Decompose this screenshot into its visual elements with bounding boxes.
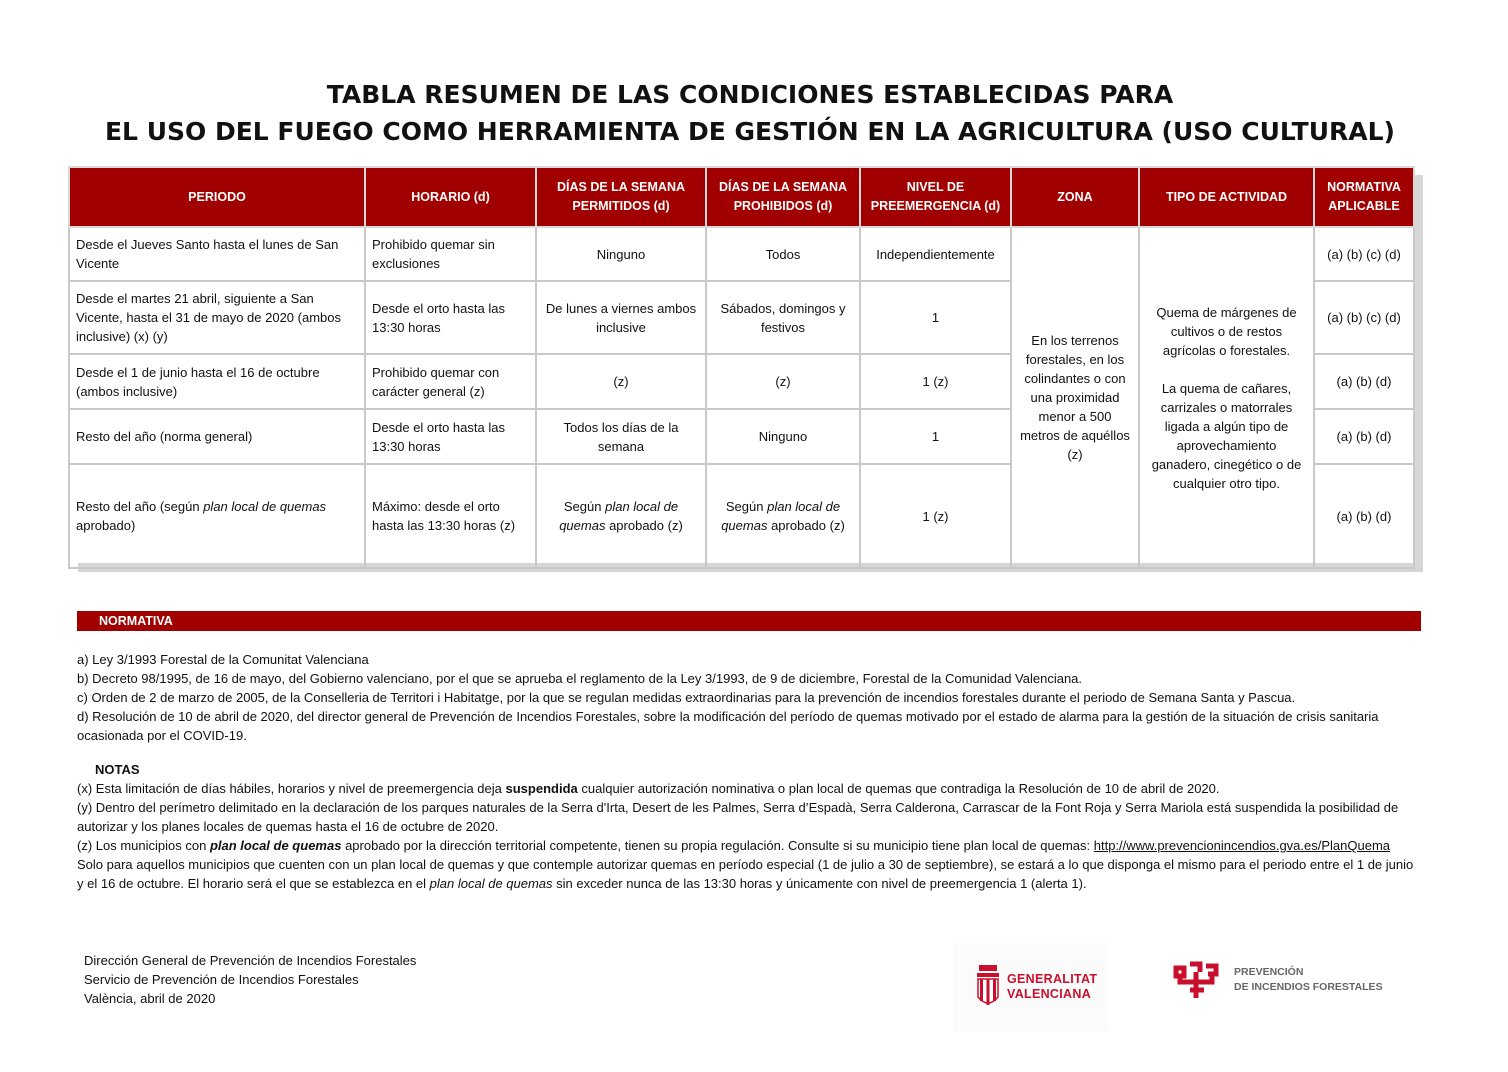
header-dias-permitidos: DÍAS DE LA SEMANA PERMITIDOS (d)	[536, 167, 706, 227]
tree-icon	[1170, 960, 1224, 1000]
footer-line-2: Servicio de Prevención de Incendios Forestales	[84, 972, 359, 987]
notas-list	[77, 779, 1422, 893]
cell-permitidos: Según plan local de quemas aprobado (z)	[536, 464, 706, 568]
gv-line-1: GENERALITAT	[1007, 972, 1098, 986]
cell-periodo: Desde el Jueves Santo hasta el lunes de San Vicente	[69, 227, 365, 281]
header-nivel: NIVEL DE PREEMERGENCIA (d)	[860, 167, 1011, 227]
shield-icon	[975, 963, 1001, 1011]
page-title	[0, 76, 1500, 150]
cell-horario: Prohibido quemar con carácter general (z)	[365, 354, 536, 409]
title-line-2: EL USO DEL FUEGO COMO HERRAMIENTA DE GESTIÓN EN LA AGRICULTURA (USO CULTURAL)	[104, 117, 1395, 146]
cell-periodo: Resto del año (según plan local de quemas aprobado)	[69, 464, 365, 568]
summary-table-container	[68, 166, 1413, 563]
pif-line-1: PREVENCIÓN	[1234, 966, 1304, 978]
header-horario: HORARIO (d)	[365, 167, 536, 227]
header-normativa: NORMATIVA APLICABLE	[1314, 167, 1414, 227]
cell-horario: Máximo: desde el orto hasta las 13:30 horas (z)	[365, 464, 536, 568]
header-zona: ZONA	[1011, 167, 1139, 227]
footer-line-1: Dirección General de Prevención de Incendios Forestales	[84, 953, 417, 968]
normativa-item-a: a) Ley 3/1993 Forestal de la Comunitat Valenciana	[77, 652, 369, 667]
cell-horario: Prohibido quemar sin exclusiones	[365, 227, 536, 281]
cell-normativa: (a) (b) (c) (d)	[1314, 281, 1414, 354]
nota-solo: Solo para aquellos municipios que cuenten con un plan local de quemas y que contemple autorizar quemas en período especial (1 de julio a 30 de septiembre), se estará a lo que disponga el mismo para el periodo entre el 1 de junio y el 16 de octubre. El horario será el que se establezca en el plan local de quemas sin exceder nunca de las 13:30 horas y únicamente con nivel de preemergencia 1 (alerta 1).	[77, 857, 1414, 891]
normativa-item-d: d) Resolución de 10 de abril de 2020, del director general de Prevención de Incendios Forestales, sobre la modificación del período de quemas motivado por el estado de alarma para la gestión de la situación de crisis sanitaria ocasionada por el COVID-19.	[77, 709, 1379, 743]
cell-prohibidos: Ninguno	[706, 409, 860, 464]
prevencion-incendios-logo	[1170, 960, 1383, 1000]
header-tipo: TIPO DE ACTIVIDAD	[1139, 167, 1314, 227]
table-header-row	[69, 167, 1414, 227]
cell-prohibidos: Según plan local de quemas aprobado (z)	[706, 464, 860, 568]
cell-nivel: 1 (z)	[860, 354, 1011, 409]
normativa-heading-bar: NORMATIVA	[77, 611, 1421, 631]
cell-periodo: Desde el 1 de junio hasta el 16 de octubre (ambos inclusive)	[69, 354, 365, 409]
cell-tipo-actividad: Quema de márgenes de cultivos o de restos agrícolas o forestales. La quema de cañares, carrizales o matorrales ligada a algún tipo de aprovechamiento ganadero, cinegético o de cualquier otro tipo.	[1139, 227, 1314, 568]
summary-table	[68, 166, 1415, 569]
cell-normativa: (a) (b) (d)	[1314, 409, 1414, 464]
cell-zona: En los terrenos forestales, en los colindantes o con una proximidad menor a 500 metros de aquéllos (z)	[1011, 227, 1139, 568]
cell-nivel: Independientemente	[860, 227, 1011, 281]
cell-permitidos: De lunes a viernes ambos inclusive	[536, 281, 706, 354]
generalitat-valenciana-logo	[953, 943, 1108, 1031]
normativa-item-c: c) Orden de 2 de marzo de 2005, de la Conselleria de Territori i Habitatge, por la que se regulan medidas extraordinarias para la prevención de incendios forestales durante el periodo de Semana Santa y Pascua.	[77, 690, 1296, 705]
cell-permitidos: Ninguno	[536, 227, 706, 281]
nota-y: (y) Dentro del perímetro delimitado en la declaración de los parques naturales de la Serra d'Irta, Desert de les Palmes, Serra d’Espadà, Serra Calderona, Carrascar de la Font Roja y Serra Mariola está suspendida la posibilidad de autorizar y los planes locales de quemas hasta el 16 de octubre de 2020.	[77, 800, 1399, 834]
cell-permitidos: Todos los días de la semana	[536, 409, 706, 464]
header-dias-prohibidos: DÍAS DE LA SEMANA PROHIBIDOS (d)	[706, 167, 860, 227]
table-row	[69, 227, 1414, 281]
normativa-item-b: b) Decreto 98/1995, de 16 de mayo, del Gobierno valenciano, por el que se aprueba el reglamento de la Ley 3/1993, de 9 de diciembre, Forestal de la Comunidad Valenciana.	[77, 671, 1083, 686]
footer-signature	[84, 951, 416, 1008]
title-line-1: TABLA RESUMEN DE LAS CONDICIONES ESTABLECIDAS PARA	[326, 80, 1174, 109]
cell-prohibidos: Sábados, domingos y festivos	[706, 281, 860, 354]
cell-horario: Desde el orto hasta las 13:30 horas	[365, 281, 536, 354]
notas-heading: NOTAS	[95, 762, 140, 777]
cell-horario: Desde el orto hasta las 13:30 horas	[365, 409, 536, 464]
header-periodo: PERIODO	[69, 167, 365, 227]
cell-normativa: (a) (b) (d)	[1314, 464, 1414, 568]
cell-prohibidos: Todos	[706, 227, 860, 281]
pif-line-2: DE INCENDIOS FORESTALES	[1234, 981, 1383, 993]
cell-normativa: (a) (b) (c) (d)	[1314, 227, 1414, 281]
nota-z: (z) Los municipios con plan local de quemas aprobado por la dirección territorial competente, tienen su propia regulación. Consulte si su municipio tiene plan local de quemas: http://www.prevencionincendios.gva.es/PlanQuema	[77, 838, 1391, 853]
cell-nivel: 1	[860, 409, 1011, 464]
footer-line-3: València, abril de 2020	[84, 991, 216, 1006]
cell-prohibidos: (z)	[706, 354, 860, 409]
cell-nivel: 1	[860, 281, 1011, 354]
nota-x: (x) Esta limitación de días hábiles, horarios y nivel de preemergencia deja suspendida cualquier autorización nominativa o plan local de quemas que contradiga la Resolución de 10 de abril de 2020.	[77, 781, 1220, 796]
gv-line-2: VALENCIANA	[1007, 987, 1092, 1001]
cell-periodo: Desde el martes 21 abril, siguiente a San Vicente, hasta el 31 de mayo de 2020 (ambos inclusive) (x) (y)	[69, 281, 365, 354]
cell-nivel: 1 (z)	[860, 464, 1011, 568]
cell-permitidos: (z)	[536, 354, 706, 409]
cell-periodo: Resto del año (norma general)	[69, 409, 365, 464]
normativa-list	[77, 650, 1422, 745]
cell-normativa: (a) (b) (d)	[1314, 354, 1414, 409]
plan-quema-link[interactable]: http://www.prevencionincendios.gva.es/PlanQuema	[1093, 838, 1391, 853]
